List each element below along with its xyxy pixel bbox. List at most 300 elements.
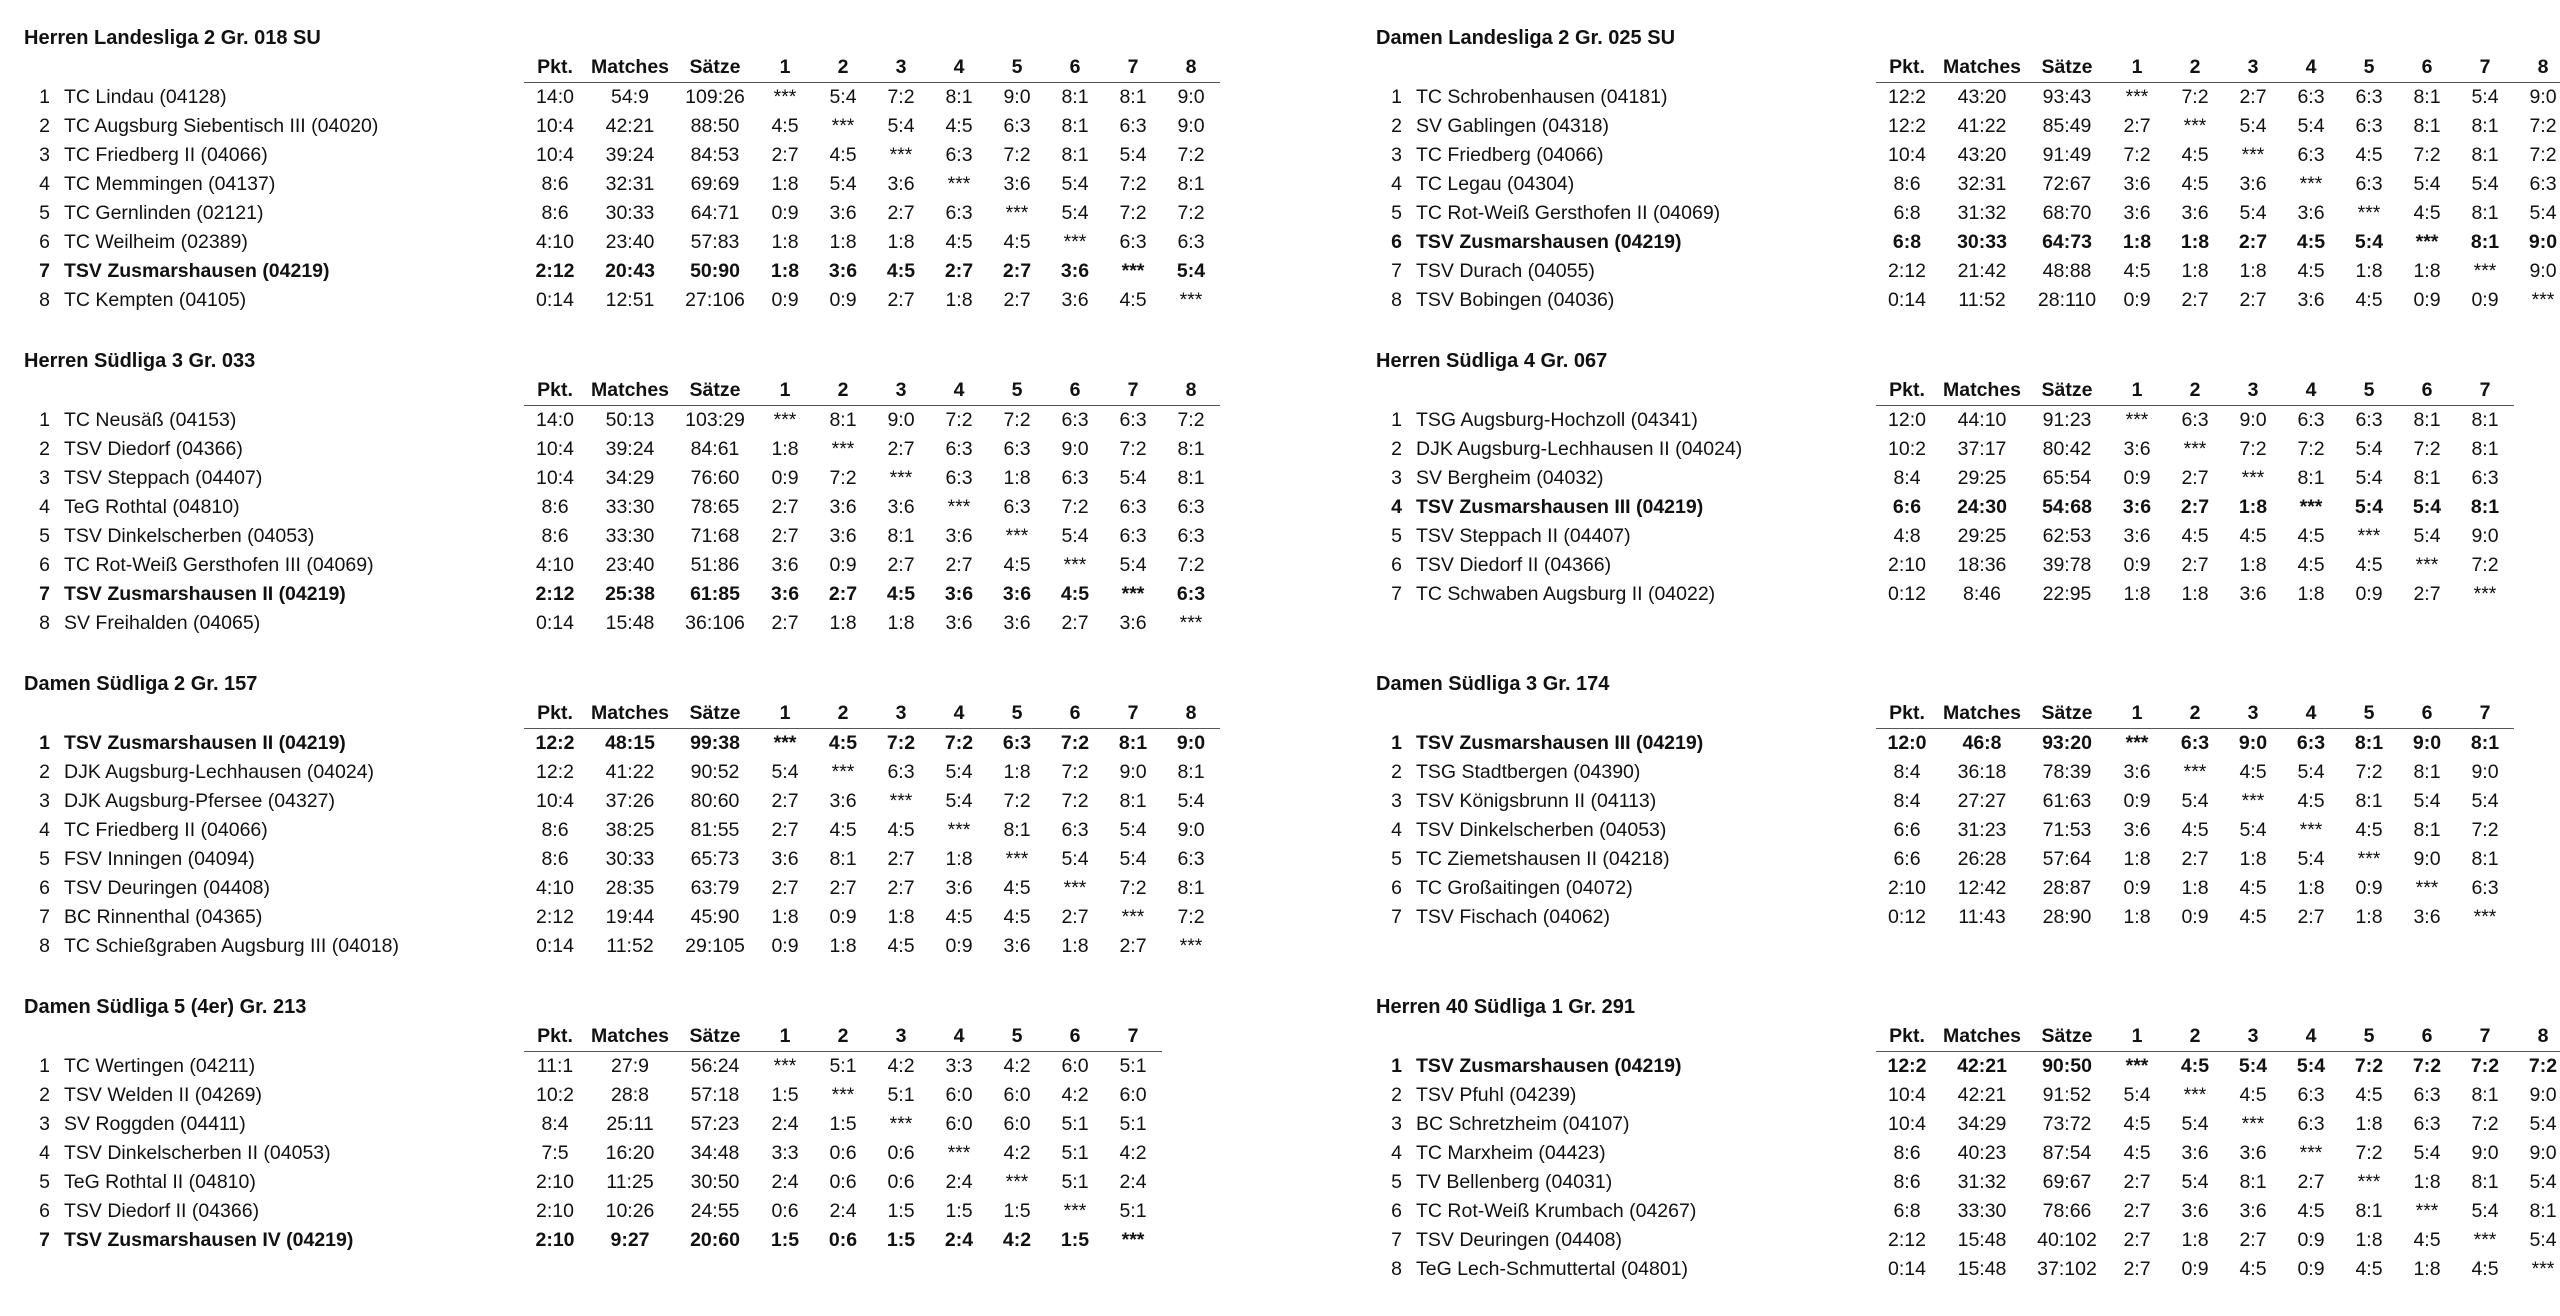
- table-row: [24, 787, 1220, 816]
- result-cell: 8:1: [2471, 202, 2499, 224]
- header-row: [24, 1021, 1162, 1052]
- matches-cell: 33:30: [1957, 1200, 2007, 1222]
- result-cell: 5:4: [2123, 1084, 2151, 1106]
- result-cell: 0:9: [2181, 1258, 2209, 1280]
- sets-header: Sätze: [674, 1021, 756, 1052]
- team-name: TSV Bobingen (04036): [1416, 289, 1615, 311]
- rank-cell: 2: [39, 438, 50, 460]
- result-cell: 1:8: [2355, 1113, 2383, 1135]
- opponent-header: 8: [1162, 52, 1220, 83]
- result-cell: ***: [1005, 1171, 1029, 1193]
- result-cell: 6:3: [945, 202, 973, 224]
- league-block: [24, 347, 1269, 670]
- result-cell: 8:1: [2355, 790, 2383, 812]
- result-cell: 4:2: [1002, 1229, 1032, 1251]
- result-cell: 8:1: [2413, 467, 2441, 489]
- matches-cell: 26:28: [1957, 848, 2007, 870]
- result-cell: 1:8: [2181, 877, 2209, 899]
- result-cell: 1:8: [945, 289, 973, 311]
- result-cell: 1:8: [2181, 260, 2209, 282]
- points-cell: 10:4: [536, 790, 574, 812]
- result-cell: 9:0: [1177, 86, 1205, 108]
- result-cell: 2:7: [1002, 260, 1032, 282]
- result-cell: ***: [1005, 525, 1029, 547]
- matches-cell: 34:29: [1957, 1113, 2007, 1135]
- rank-cell: 8: [39, 612, 50, 634]
- opponent-header: 3: [872, 698, 930, 729]
- table-row: [1376, 1139, 2560, 1168]
- sets-header: Sätze: [674, 52, 756, 83]
- result-cell: ***: [1005, 848, 1029, 870]
- result-cell: 8:1: [1061, 144, 1089, 166]
- opponent-header: 4: [930, 698, 988, 729]
- result-cell: 6:0: [945, 1084, 973, 1106]
- matches-cell: 33:30: [605, 496, 655, 518]
- result-cell: 2:4: [944, 1229, 974, 1251]
- result-cell: 9:0: [2471, 525, 2499, 547]
- result-cell: 6:3: [2181, 409, 2209, 431]
- result-cell: 0:9: [2123, 467, 2151, 489]
- result-cell: 5:4: [2354, 231, 2384, 253]
- matches-cell: 41:22: [605, 761, 655, 783]
- result-cell: 1:8: [945, 848, 973, 870]
- result-cell: 4:5: [829, 144, 857, 166]
- team-name: TSV Deuringen (04408): [1416, 1229, 1622, 1251]
- result-cell: 6:3: [2180, 732, 2210, 754]
- result-cell: ***: [889, 467, 913, 489]
- team-name: TSV Diedorf II (04366): [64, 1200, 260, 1222]
- opponent-header: 8: [1162, 375, 1220, 406]
- matches-cell: 27:9: [611, 1055, 649, 1077]
- result-cell: 3:6: [829, 202, 857, 224]
- result-cell: 3:6: [945, 525, 973, 547]
- result-cell: 5:4: [1176, 260, 1206, 282]
- team-header: [64, 375, 524, 406]
- team-name: TSV Steppach (04407): [64, 467, 263, 489]
- points-cell: 8:6: [541, 525, 569, 547]
- result-cell: 1:8: [2123, 583, 2151, 605]
- team-name: TSV Zusmarshausen IV (04219): [64, 1229, 354, 1251]
- table-row: [1376, 257, 2560, 286]
- result-cell: 6:3: [1003, 438, 1031, 460]
- team-name: TC Rot-Weiß Gersthofen III (04069): [64, 554, 374, 576]
- sets-cell: 88:50: [690, 115, 740, 137]
- result-cell: 4:5: [2413, 1229, 2441, 1251]
- result-cell: 4:5: [2297, 1200, 2325, 1222]
- matches-cell: 16:20: [605, 1142, 655, 1164]
- matches-cell: 11:52: [606, 935, 654, 957]
- result-cell: 4:5: [2181, 173, 2209, 195]
- result-cell: 5:4: [2471, 173, 2499, 195]
- sets-cell: 99:38: [690, 732, 740, 754]
- team-name: BC Rinnenthal (04365): [64, 906, 263, 928]
- result-cell: 3:6: [2297, 289, 2325, 311]
- result-cell: 6:3: [1119, 496, 1147, 518]
- result-cell: 8:1: [2471, 848, 2499, 870]
- result-cell: ***: [2299, 819, 2323, 841]
- table-row-home-team: [1376, 228, 2560, 257]
- opponent-header: 6: [2398, 698, 2456, 729]
- result-cell: 4:5: [886, 260, 916, 282]
- league-block: [24, 670, 1269, 993]
- result-cell: 2:7: [2181, 289, 2209, 311]
- result-cell: 2:7: [2239, 289, 2267, 311]
- table-row: [24, 845, 1220, 874]
- result-cell: 4:5: [1003, 554, 1031, 576]
- result-cell: 7:2: [1119, 202, 1147, 224]
- sets-cell: 109:26: [685, 86, 745, 108]
- result-cell: 5:4: [1061, 525, 1089, 547]
- team-name: TSV Fischach (04062): [1416, 906, 1611, 928]
- sets-cell: 78:66: [2042, 1200, 2092, 1222]
- result-cell: 2:7: [887, 202, 915, 224]
- result-cell: 4:2: [887, 1055, 915, 1077]
- result-cell: 7:2: [2239, 438, 2267, 460]
- team-name: TeG Rothtal (04810): [64, 496, 240, 518]
- result-cell: 1:8: [2123, 906, 2151, 928]
- rank-header: [1376, 52, 1416, 83]
- team-name: TC Marxheim (04423): [1416, 1142, 1606, 1164]
- points-header: Pkt.: [1876, 375, 1938, 406]
- result-cell: 1:8: [771, 906, 799, 928]
- opponent-header: 5: [988, 1021, 1046, 1052]
- result-cell: 2:4: [829, 1200, 857, 1222]
- rank-cell: 4: [39, 1142, 50, 1164]
- points-cell: 0:12: [1888, 583, 1926, 605]
- points-cell: 0:14: [1888, 289, 1926, 311]
- sets-cell: 87:54: [2042, 1142, 2092, 1164]
- result-cell: 5:4: [945, 761, 973, 783]
- result-cell: 0:6: [829, 1142, 857, 1164]
- result-cell: 7:2: [2471, 819, 2499, 841]
- table-row-home-team: [24, 729, 1220, 759]
- team-name: DJK Augsburg-Lechhausen (04024): [64, 761, 375, 783]
- result-cell: 5:4: [2529, 1113, 2557, 1135]
- points-header: Pkt.: [1876, 698, 1938, 729]
- result-cell: 4:5: [887, 819, 915, 841]
- league-title: Herren Südliga 4 Gr. 067: [1376, 350, 1608, 372]
- sets-cell: 91:52: [2042, 1084, 2092, 1106]
- result-cell: 2:7: [829, 877, 857, 899]
- matches-header: Matches: [1938, 375, 2026, 406]
- result-cell: 6:3: [1176, 583, 1206, 605]
- sets-cell: 28:87: [2042, 877, 2092, 899]
- points-cell: 10:4: [536, 438, 574, 460]
- sets-cell: 76:60: [690, 467, 740, 489]
- table-row: [24, 199, 1220, 228]
- result-cell: 7:2: [886, 732, 916, 754]
- sets-cell: 62:53: [2042, 525, 2092, 547]
- result-cell: ***: [831, 115, 855, 137]
- points-cell: 8:6: [1893, 1142, 1921, 1164]
- matches-cell: 37:17: [1957, 438, 2007, 460]
- result-cell: 5:4: [2239, 202, 2267, 224]
- table-row: [24, 1110, 1162, 1139]
- result-cell: 5:1: [829, 1055, 857, 1077]
- points-cell: 11:1: [536, 1055, 574, 1077]
- league-title: Damen Südliga 2 Gr. 157: [24, 673, 258, 695]
- table-row: [1376, 1110, 2560, 1139]
- table-row: [1376, 522, 2514, 551]
- result-cell: ***: [1179, 612, 1203, 634]
- rank-header: [1376, 375, 1416, 406]
- result-cell: 5:4: [2297, 761, 2325, 783]
- result-cell: 9:0: [1003, 86, 1031, 108]
- result-cell: 8:1: [1118, 732, 1148, 754]
- result-cell: 1:8: [2297, 877, 2325, 899]
- sets-cell: 20:60: [690, 1229, 740, 1251]
- team-name: DJK Augsburg-Pfersee (04327): [64, 790, 335, 812]
- result-cell: 5:4: [2529, 202, 2557, 224]
- result-cell: ***: [2473, 583, 2497, 605]
- result-cell: 6:3: [2355, 86, 2383, 108]
- result-cell: 4:5: [2239, 906, 2267, 928]
- table-row: [24, 816, 1220, 845]
- result-cell: 5:1: [1119, 1113, 1147, 1135]
- result-cell: 7:2: [1061, 790, 1089, 812]
- result-cell: 4:5: [887, 935, 915, 957]
- table-row-home-team: [1376, 1052, 2560, 1082]
- result-cell: 4:2: [1061, 1084, 1089, 1106]
- matches-cell: 30:33: [605, 848, 655, 870]
- result-cell: 7:2: [1119, 438, 1147, 460]
- standings-table: [24, 375, 1220, 638]
- sets-cell: 69:67: [2042, 1171, 2092, 1193]
- sets-cell: 91:49: [2042, 144, 2092, 166]
- result-cell: 3:6: [2123, 173, 2151, 195]
- result-cell: 4:5: [2123, 1142, 2151, 1164]
- matches-cell: 21:42: [1957, 260, 2007, 282]
- team-name: TC Großaitingen (04072): [1416, 877, 1633, 899]
- table-row: [24, 903, 1220, 932]
- result-cell: 9:0: [2413, 848, 2441, 870]
- result-cell: 6:3: [1003, 115, 1031, 137]
- result-cell: 2:7: [2180, 496, 2210, 518]
- points-cell: 8:6: [541, 496, 569, 518]
- result-cell: 4:5: [2355, 819, 2383, 841]
- team-name: TSV Dinkelscherben (04053): [1416, 819, 1667, 841]
- result-cell: 5:4: [1119, 819, 1147, 841]
- result-cell: 0:9: [771, 289, 799, 311]
- result-cell: 6:3: [1119, 231, 1147, 253]
- sets-cell: 80:42: [2042, 438, 2092, 460]
- rank-cell: 5: [1391, 848, 1402, 870]
- result-cell: 2:7: [771, 790, 799, 812]
- result-cell: 6:3: [2297, 144, 2325, 166]
- rank-cell: 8: [1391, 289, 1402, 311]
- opponent-header: 6: [1046, 52, 1104, 83]
- result-cell: 6:3: [2355, 115, 2383, 137]
- table-row: [1376, 112, 2560, 141]
- result-cell: 9:0: [2238, 732, 2268, 754]
- result-cell: 5:4: [1177, 790, 1205, 812]
- rank-cell: 4: [1391, 496, 1402, 518]
- matches-cell: 20:43: [605, 260, 655, 282]
- team-header: [1416, 698, 1876, 729]
- matches-cell: 39:24: [605, 438, 655, 460]
- sets-cell: 103:29: [685, 409, 745, 431]
- result-cell: 5:4: [1119, 144, 1147, 166]
- result-cell: 9:0: [2471, 761, 2499, 783]
- table-row: [1376, 903, 2514, 932]
- opponent-header: 3: [2224, 1021, 2282, 1052]
- opponent-header: 4: [930, 375, 988, 406]
- result-cell: 3:6: [2122, 496, 2152, 518]
- result-cell: 7:2: [2470, 1055, 2500, 1077]
- rank-cell: 1: [39, 731, 50, 754]
- sets-header: Sätze: [674, 698, 756, 729]
- result-cell: 6:3: [945, 438, 973, 460]
- result-cell: ***: [2125, 409, 2149, 431]
- points-cell: 6:6: [1892, 496, 1922, 518]
- opponent-header: 1: [756, 52, 814, 83]
- result-cell: 3:6: [1119, 612, 1147, 634]
- matches-cell: 42:21: [1957, 1055, 2007, 1077]
- matches-cell: 8:46: [1963, 583, 2001, 605]
- result-cell: 1:5: [1060, 1229, 1090, 1251]
- result-cell: 8:1: [2471, 115, 2499, 137]
- result-cell: 3:6: [829, 496, 857, 518]
- opponent-header: 7: [2456, 375, 2514, 406]
- result-cell: 5:4: [1119, 848, 1147, 870]
- points-cell: 2:10: [536, 1171, 574, 1193]
- team-name: TC Friedberg (04066): [1416, 144, 1604, 166]
- opponent-header: 3: [872, 375, 930, 406]
- result-cell: 1:8: [2239, 260, 2267, 282]
- result-cell: 2:7: [2123, 115, 2151, 137]
- rank-cell: 8: [1391, 1258, 1402, 1280]
- standings-body: [24, 406, 1220, 639]
- table-row: [1376, 1168, 2560, 1197]
- result-cell: ***: [831, 438, 855, 460]
- team-name: TC Gernlinden (02121): [64, 202, 264, 224]
- points-cell: 10:4: [536, 467, 574, 489]
- result-cell: 3:6: [2123, 202, 2151, 224]
- result-cell: 7:2: [1060, 732, 1090, 754]
- opponent-header: 1: [2108, 698, 2166, 729]
- result-cell: 8:1: [2471, 1171, 2499, 1193]
- sets-cell: 34:48: [690, 1142, 740, 1164]
- result-cell: 4:5: [2355, 144, 2383, 166]
- points-cell: 6:8: [1893, 1200, 1921, 1222]
- result-cell: 5:4: [2412, 496, 2442, 518]
- result-cell: 1:8: [2180, 231, 2210, 253]
- team-name: TC Schießgraben Augsburg III (04018): [64, 935, 399, 957]
- matches-cell: 25:11: [606, 1113, 654, 1135]
- result-cell: 1:8: [1003, 761, 1031, 783]
- team-name: TC Wertingen (04211): [64, 1054, 256, 1077]
- header-row: [1376, 1021, 2560, 1052]
- matches-cell: 15:48: [605, 612, 655, 634]
- rank-cell: 7: [1391, 1229, 1402, 1251]
- result-cell: 9:0: [1177, 819, 1205, 841]
- result-cell: 1:5: [945, 1200, 973, 1222]
- rank-header: [24, 698, 64, 729]
- result-cell: 0:9: [829, 906, 857, 928]
- result-cell: 6:3: [2296, 732, 2326, 754]
- result-cell: 0:9: [2181, 906, 2209, 928]
- table-row-home-team: [1376, 493, 2514, 522]
- matches-cell: 27:27: [1957, 790, 2007, 812]
- result-cell: 0:9: [2123, 877, 2151, 899]
- rank-cell: 3: [1391, 144, 1402, 166]
- result-cell: ***: [2473, 1229, 2497, 1251]
- opponent-header: 5: [2340, 698, 2398, 729]
- result-cell: ***: [889, 790, 913, 812]
- sets-cell: 64:71: [690, 202, 740, 224]
- rank-cell: 6: [1391, 231, 1402, 253]
- result-cell: 2:7: [2239, 86, 2267, 108]
- sets-cell: 93:43: [2042, 86, 2092, 108]
- points-header: Pkt.: [1876, 52, 1938, 83]
- league-block: [1376, 993, 2560, 1316]
- result-cell: 1:8: [829, 231, 857, 253]
- result-cell: 2:7: [2123, 1171, 2151, 1193]
- points-header: Pkt.: [524, 1021, 586, 1052]
- table-row: [1376, 580, 2514, 609]
- sets-cell: 56:24: [690, 1055, 740, 1077]
- points-cell: 14:0: [536, 86, 574, 108]
- result-cell: 0:6: [887, 1171, 915, 1193]
- result-cell: 5:4: [2529, 1171, 2557, 1193]
- standings-header: [1376, 1021, 2560, 1052]
- rank-cell: 2: [1391, 761, 1402, 783]
- result-cell: 6:3: [2297, 1113, 2325, 1135]
- result-cell: 0:9: [2123, 790, 2151, 812]
- result-cell: 8:1: [2470, 231, 2500, 253]
- result-cell: 3:6: [1003, 935, 1031, 957]
- result-cell: 6:3: [1061, 467, 1089, 489]
- result-cell: 9:0: [2529, 1142, 2557, 1164]
- opponent-header: 5: [2340, 375, 2398, 406]
- result-cell: 1:8: [771, 173, 799, 195]
- result-cell: 9:0: [1176, 732, 1206, 754]
- result-cell: ***: [2183, 1084, 2207, 1106]
- sets-cell: 91:23: [2042, 409, 2092, 431]
- result-cell: ***: [2415, 554, 2439, 576]
- result-cell: ***: [773, 1055, 797, 1077]
- points-header: Pkt.: [524, 52, 586, 83]
- result-cell: 3:6: [1061, 289, 1089, 311]
- table-row-home-team: [24, 257, 1220, 286]
- result-cell: 5:4: [2471, 790, 2499, 812]
- opponent-header: 3: [2224, 52, 2282, 83]
- standings-table: [24, 1021, 1162, 1255]
- result-cell: 5:4: [1119, 467, 1147, 489]
- result-cell: 8:1: [1003, 819, 1031, 841]
- table-row: [1376, 845, 2514, 874]
- result-cell: 3:3: [771, 1142, 799, 1164]
- table-row: [1376, 199, 2560, 228]
- result-cell: 8:1: [2529, 1200, 2557, 1222]
- points-cell: 8:6: [1893, 1171, 1921, 1193]
- result-cell: 5:4: [1119, 554, 1147, 576]
- rank-cell: 6: [1391, 877, 1402, 899]
- table-row: [24, 112, 1220, 141]
- table-row: [24, 1197, 1162, 1226]
- result-cell: 1:8: [1061, 935, 1089, 957]
- matches-cell: 40:23: [1957, 1142, 2007, 1164]
- result-cell: 3:6: [2239, 173, 2267, 195]
- rank-cell: 5: [39, 848, 50, 870]
- result-cell: ***: [2183, 761, 2207, 783]
- result-cell: 5:4: [1061, 173, 1089, 195]
- result-cell: 4:5: [2123, 1113, 2151, 1135]
- result-cell: 8:1: [945, 86, 973, 108]
- sets-cell: 90:50: [2042, 1055, 2092, 1077]
- result-cell: ***: [1179, 935, 1203, 957]
- result-cell: 1:8: [2355, 1229, 2383, 1251]
